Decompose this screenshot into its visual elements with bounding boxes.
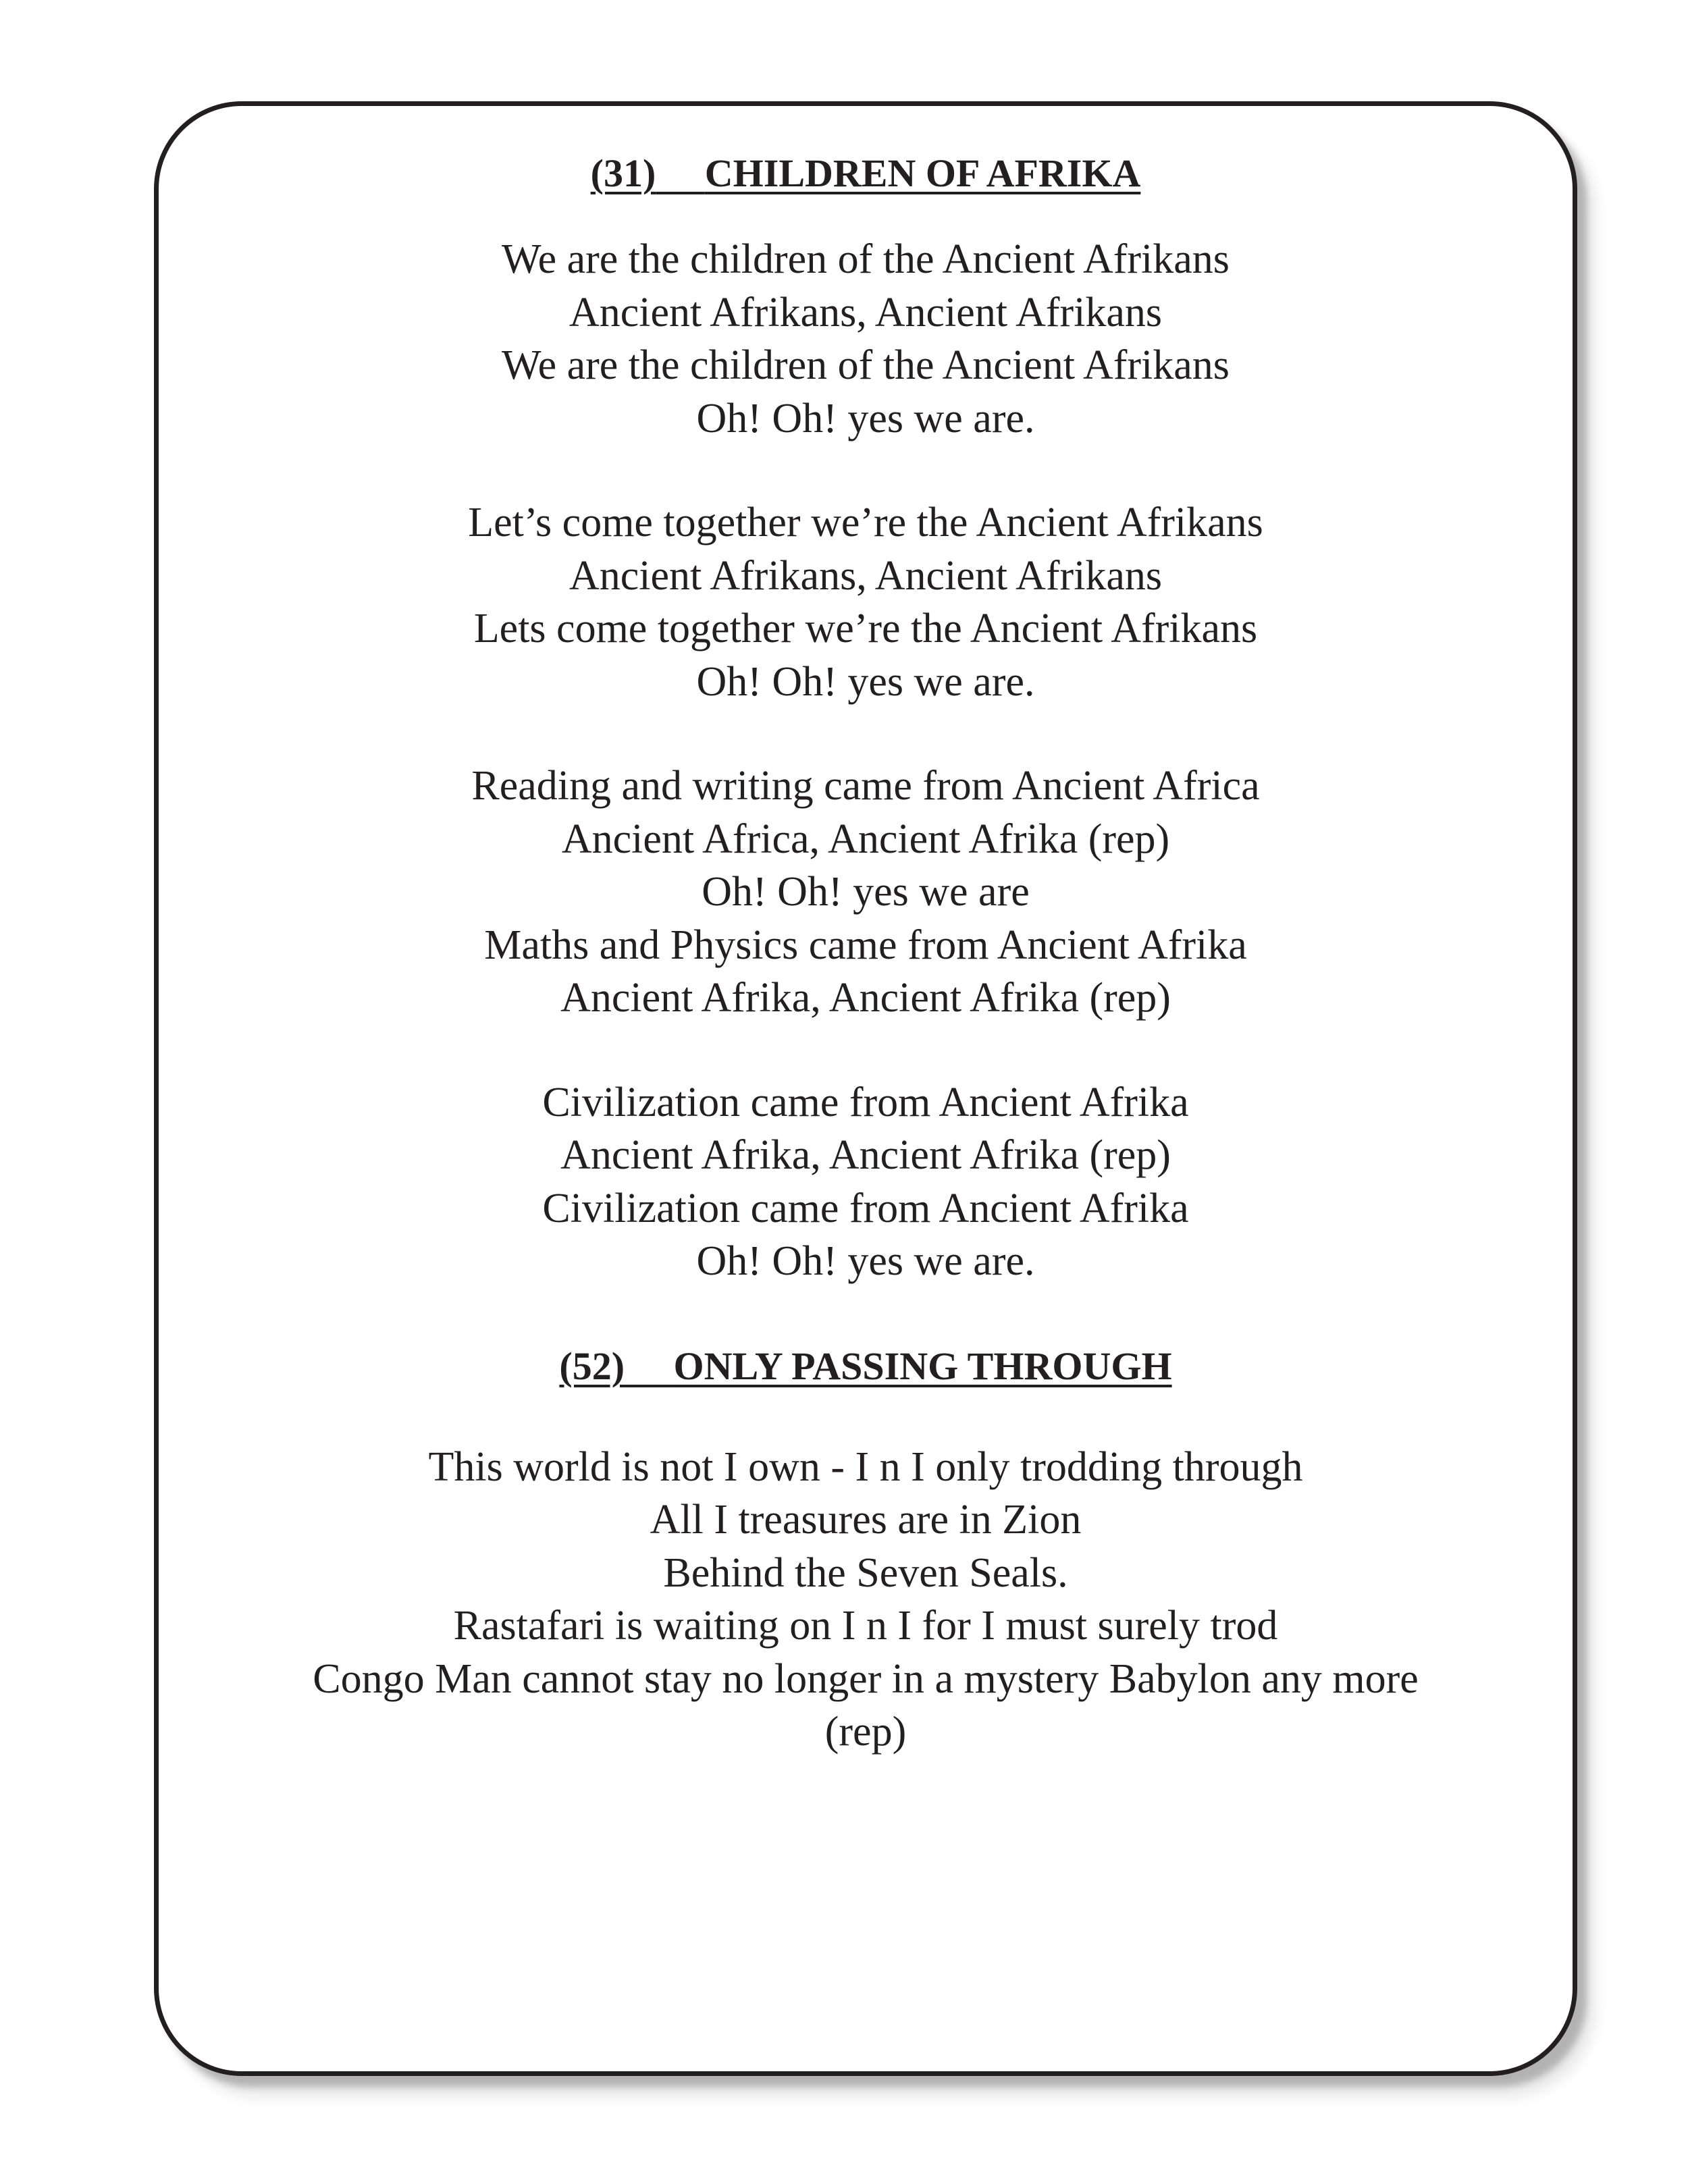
stanza — [154, 760, 1577, 1025]
song-number: (31) — [590, 151, 656, 195]
stanza — [154, 496, 1577, 708]
lyric-line: Ancient Afrika, Ancient Afrika (rep) — [560, 1132, 1171, 1178]
lyric-line: Behind the Seven Seals. — [663, 1549, 1068, 1596]
lyric-line: Congo Man cannot stay no longer in a mystery Babylon any more — [313, 1655, 1419, 1702]
song-sheet — [154, 101, 1577, 1759]
stanza — [154, 1076, 1577, 1288]
lyric-line: Let’s come together we’re the Ancient Afrikans — [468, 500, 1263, 545]
lyric-line: Oh! Oh! yes we are. — [696, 395, 1035, 442]
song-only-passing-through — [154, 1339, 1577, 1759]
lyric-line: We are the children of the Ancient Afrikans — [502, 342, 1230, 388]
lyric-line: Maths and Physics came from Ancient Afrika — [484, 922, 1247, 968]
lyric-line: Ancient Afrikans, Ancient Afrikans — [569, 289, 1163, 336]
stanza — [154, 233, 1577, 445]
song-number: (52) — [559, 1343, 625, 1388]
song-title-text: CHILDREN OF AFRIKA — [704, 151, 1141, 195]
lyric-line: Civilization came from Ancient Afrika — [542, 1185, 1189, 1231]
lyric-line: Ancient Africa, Ancient Afrika (rep) — [561, 816, 1170, 862]
lyric-line: Lets come together we’re the Ancient Afrikans — [473, 606, 1258, 651]
song-title — [154, 147, 1577, 201]
lyric-line: We are the children of the Ancient Afrikans — [502, 236, 1230, 282]
lyric-line: This world is not I own - I n I only trodding through — [428, 1443, 1303, 1490]
lyric-line: Oh! Oh! yes we are — [702, 869, 1030, 915]
lyric-line: Oh! Oh! yes we are. — [696, 658, 1035, 705]
lyric-line: All I treasures are in Zion — [650, 1497, 1082, 1543]
lyric-line: Civilization came from Ancient Afrika — [542, 1079, 1189, 1125]
song-title-text: ONLY PASSING THROUGH — [673, 1343, 1172, 1388]
stanza — [154, 1441, 1577, 1759]
lyric-line: Oh! Oh! yes we are. — [696, 1238, 1035, 1284]
lyric-line: Ancient Afrika, Ancient Afrika (rep) — [560, 975, 1171, 1021]
lyric-line: Rastafari is waiting on I n I for I must surely trod — [453, 1603, 1278, 1649]
lyric-line: (rep) — [824, 1709, 907, 1755]
lyric-line: Reading and writing came from Ancient Africa — [471, 763, 1260, 809]
song-children-of-afrika — [154, 147, 1577, 1288]
lyric-line: Ancient Afrikans, Ancient Afrikans — [569, 552, 1163, 599]
song-title — [154, 1339, 1577, 1393]
